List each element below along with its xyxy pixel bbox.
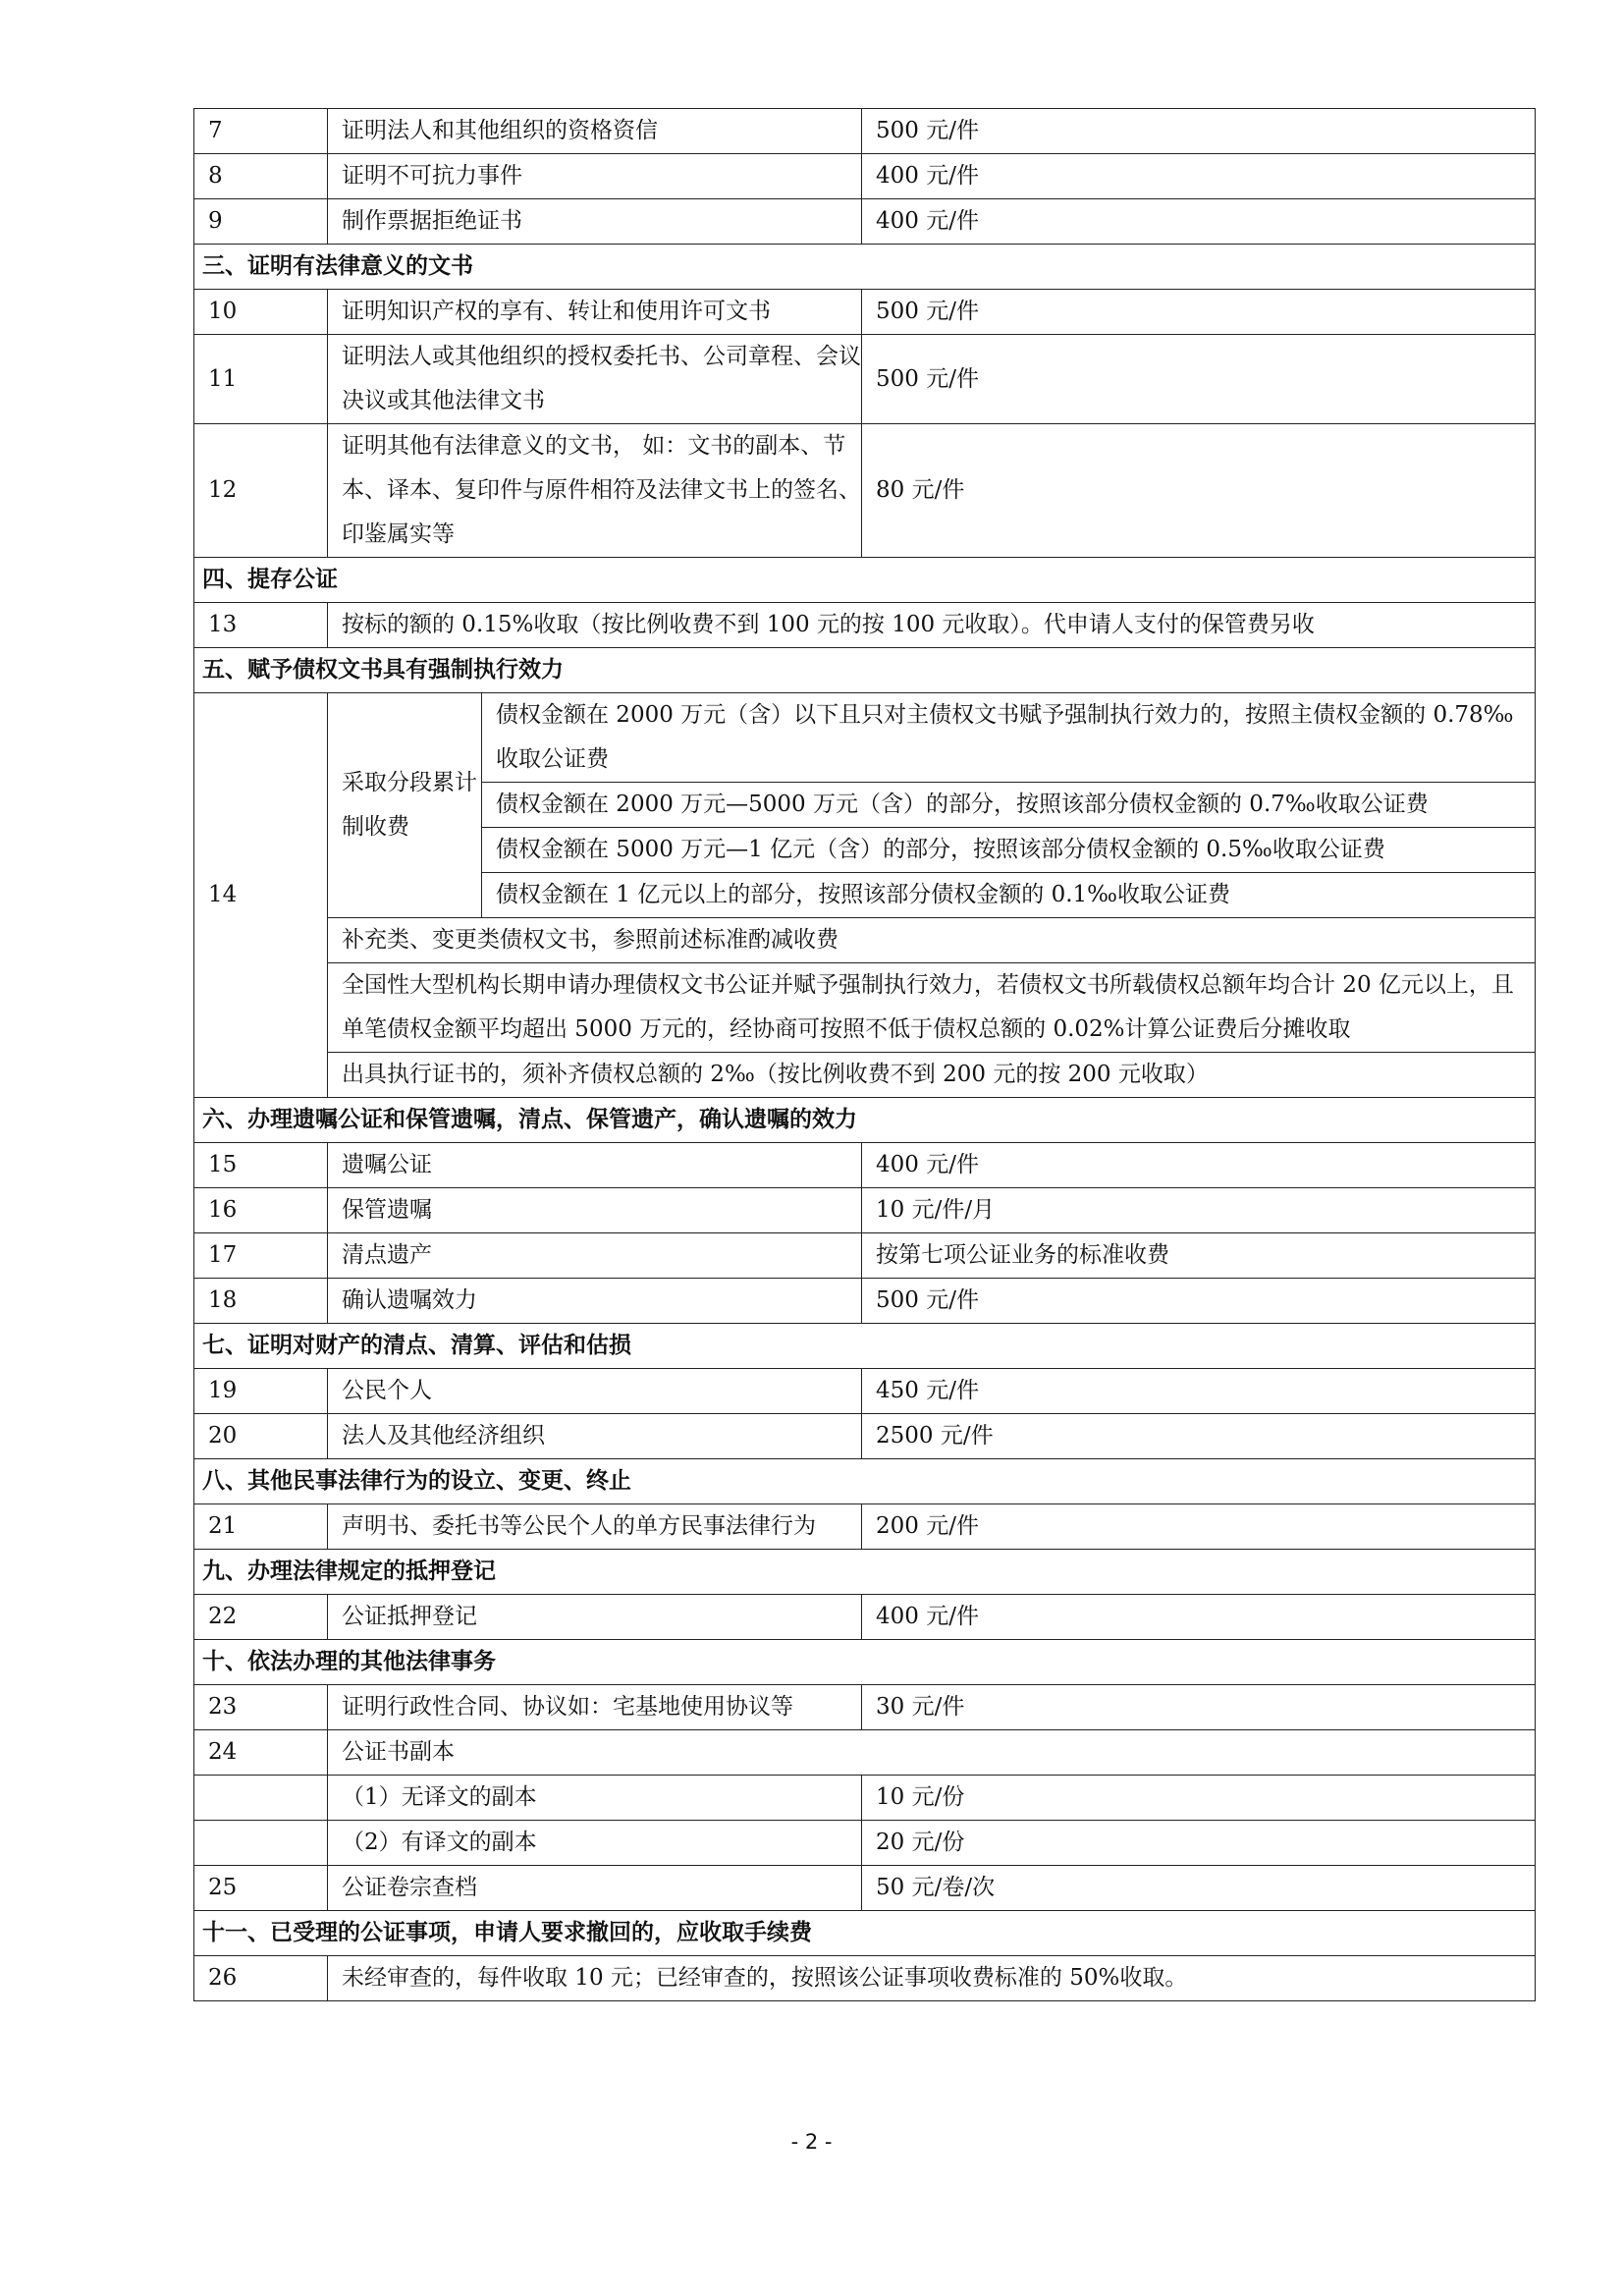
table-row: [194, 1143, 1536, 1188]
row-number: 16: [194, 1188, 328, 1233]
fee-tier: 债权金额在 5000 万元—1 亿元（含）的部分，按照该部分债权金额的 0.5‰收取公证费: [482, 828, 1536, 873]
row-number: [194, 1821, 328, 1866]
row-item: 清点遗产: [328, 1233, 862, 1279]
section-header-row: [194, 1098, 1536, 1143]
table-row: [194, 693, 1536, 783]
row-number: 7: [194, 109, 328, 154]
row-item: （2）有译文的副本: [328, 1821, 862, 1866]
table-row: [194, 1504, 1536, 1550]
row-item: 公证卷宗查档: [328, 1866, 862, 1911]
row-item: 法人及其他经济组织: [328, 1414, 862, 1459]
section-title: 九、办理法律规定的抵押登记: [194, 1550, 1536, 1595]
table-row: [194, 1595, 1536, 1640]
fee-tier: 债权金额在 2000 万元（含）以下且只对主债权文书赋予强制执行效力的，按照主债权金额的 0.78‰收取公证费: [482, 693, 1536, 783]
section-header-row: [194, 1911, 1536, 1956]
table-row: [194, 1730, 1536, 1776]
row-item: 公证书副本: [328, 1730, 1536, 1776]
row-item: 制作票据拒绝证书: [328, 199, 862, 245]
row-fee: 500 元/件: [862, 109, 1536, 154]
table-row: [194, 1369, 1536, 1414]
table-row: [194, 199, 1536, 245]
section-title: 七、证明对财产的清点、清算、评估和估损: [194, 1324, 1536, 1369]
row-fee: 80 元/件: [862, 424, 1536, 558]
row-fee: 按第七项公证业务的标准收费: [862, 1233, 1536, 1279]
row-fee: 400 元/件: [862, 1595, 1536, 1640]
row-number: 9: [194, 199, 328, 245]
row-fee: 450 元/件: [862, 1369, 1536, 1414]
row-fee: 500 元/件: [862, 290, 1536, 335]
table-row: [194, 1821, 1536, 1866]
row-item: 证明法人或其他组织的授权委托书、公司章程、会议决议或其他法律文书: [328, 335, 862, 424]
fee-note: 全国性大型机构长期申请办理债权文书公证并赋予强制执行效力，若债权文书所载债权总额年均合计 20 亿元以上，且单笔债权金额平均超出 5000 万元的，经协商可按照不低于债权总额的 0.02%计算公证费后分摊收取: [328, 963, 1536, 1053]
row-number: 26: [194, 1956, 328, 2001]
section-title: 六、办理遗嘱公证和保管遗嘱，清点、保管遗产，确认遗嘱的效力: [194, 1098, 1536, 1143]
row-number: 14: [194, 693, 328, 1098]
section-title: 五、赋予债权文书具有强制执行效力: [194, 648, 1536, 693]
section-header-row: [194, 1640, 1536, 1685]
table-row: [194, 1414, 1536, 1459]
table-row: [194, 109, 1536, 154]
row-item: 证明不可抗力事件: [328, 154, 862, 199]
fee-tier: 债权金额在 2000 万元—5000 万元（含）的部分，按照该部分债权金额的 0.7‰收取公证费: [482, 783, 1536, 828]
table-row: [194, 424, 1536, 558]
section-title: 四、提存公证: [194, 558, 1536, 603]
table-row: [194, 1866, 1536, 1911]
row-text: 按标的额的 0.15%收取（按比例收费不到 100 元的按 100 元收取）。代申请人支付的保管费另收: [328, 603, 1536, 648]
row-fee: 400 元/件: [862, 154, 1536, 199]
table-row: [194, 1053, 1536, 1098]
row-number: 25: [194, 1866, 328, 1911]
page-number: - 2 -: [790, 2130, 833, 2154]
table-row: [194, 918, 1536, 963]
row-item: 证明其他有法律意义的文书， 如：文书的副本、节本、译本、复印件与原件相符及法律文书上的签名、印鉴属实等: [328, 424, 862, 558]
row-fee: 20 元/份: [862, 1821, 1536, 1866]
row-item: 证明行政性合同、协议如：宅基地使用协议等: [328, 1685, 862, 1730]
section-header-row: [194, 245, 1536, 290]
section-header-row: [194, 558, 1536, 603]
section-header-row: [194, 648, 1536, 693]
row-number: [194, 1776, 328, 1821]
fee-tier: 债权金额在 1 亿元以上的部分，按照该部分债权金额的 0.1‰收取公证费: [482, 873, 1536, 918]
table-row: [194, 963, 1536, 1053]
row-number: 11: [194, 335, 328, 424]
row-number: 18: [194, 1279, 328, 1324]
row-number: 15: [194, 1143, 328, 1188]
table-row: [194, 1776, 1536, 1821]
table-row: [194, 335, 1536, 424]
fee-note: 补充类、变更类债权文书，参照前述标准酌减收费: [328, 918, 1536, 963]
row-item: 公民个人: [328, 1369, 862, 1414]
row-fee: 400 元/件: [862, 1143, 1536, 1188]
row-item: 声明书、委托书等公民个人的单方民事法律行为: [328, 1504, 862, 1550]
row-item: 确认遗嘱效力: [328, 1279, 862, 1324]
row-fee: 500 元/件: [862, 335, 1536, 424]
row-number: 17: [194, 1233, 328, 1279]
section-header-row: [194, 1459, 1536, 1504]
row-number: 19: [194, 1369, 328, 1414]
row-number: 10: [194, 290, 328, 335]
section-header-row: [194, 1324, 1536, 1369]
table-row: [194, 1233, 1536, 1279]
row-item: 公证抵押登记: [328, 1595, 862, 1640]
row-fee: 10 元/份: [862, 1776, 1536, 1821]
table-row: [194, 1956, 1536, 2001]
row-number: 22: [194, 1595, 328, 1640]
row-number: 8: [194, 154, 328, 199]
row-number: 23: [194, 1685, 328, 1730]
row-fee: 30 元/件: [862, 1685, 1536, 1730]
row-fee: 500 元/件: [862, 1279, 1536, 1324]
fee-method-label: 采取分段累计制收费: [328, 693, 482, 918]
section-title: 八、其他民事法律行为的设立、变更、终止: [194, 1459, 1536, 1504]
row-fee: 2500 元/件: [862, 1414, 1536, 1459]
fee-table: [193, 108, 1536, 2001]
row-number: 24: [194, 1730, 328, 1776]
row-number: 12: [194, 424, 328, 558]
section-title: 十一、已受理的公证事项，申请人要求撤回的，应收取手续费: [194, 1911, 1536, 1956]
row-item: （1）无译文的副本: [328, 1776, 862, 1821]
table-row: [194, 1685, 1536, 1730]
table-row: [194, 154, 1536, 199]
row-item: 证明知识产权的享有、转让和使用许可文书: [328, 290, 862, 335]
table-row: [194, 1279, 1536, 1324]
row-item: 保管遗嘱: [328, 1188, 862, 1233]
row-item: 遗嘱公证: [328, 1143, 862, 1188]
fee-note: 出具执行证书的，须补齐债权总额的 2‰（按比例收费不到 200 元的按 200 元收取）: [328, 1053, 1536, 1098]
row-number: 13: [194, 603, 328, 648]
table-row: [194, 603, 1536, 648]
section-header-row: [194, 1550, 1536, 1595]
section-title: 三、证明有法律意义的文书: [194, 245, 1536, 290]
row-item: 证明法人和其他组织的资格资信: [328, 109, 862, 154]
row-text: 未经审查的，每件收取 10 元；已经审查的，按照该公证事项收费标准的 50%收取。: [328, 1956, 1536, 2001]
section-title: 十、依法办理的其他法律事务: [194, 1640, 1536, 1685]
row-number: 21: [194, 1504, 328, 1550]
row-fee: 50 元/卷/次: [862, 1866, 1536, 1911]
row-fee: 10 元/件/月: [862, 1188, 1536, 1233]
row-fee: 400 元/件: [862, 199, 1536, 245]
row-fee: 200 元/件: [862, 1504, 1536, 1550]
table-row: [194, 290, 1536, 335]
row-number: 20: [194, 1414, 328, 1459]
table-row: [194, 1188, 1536, 1233]
